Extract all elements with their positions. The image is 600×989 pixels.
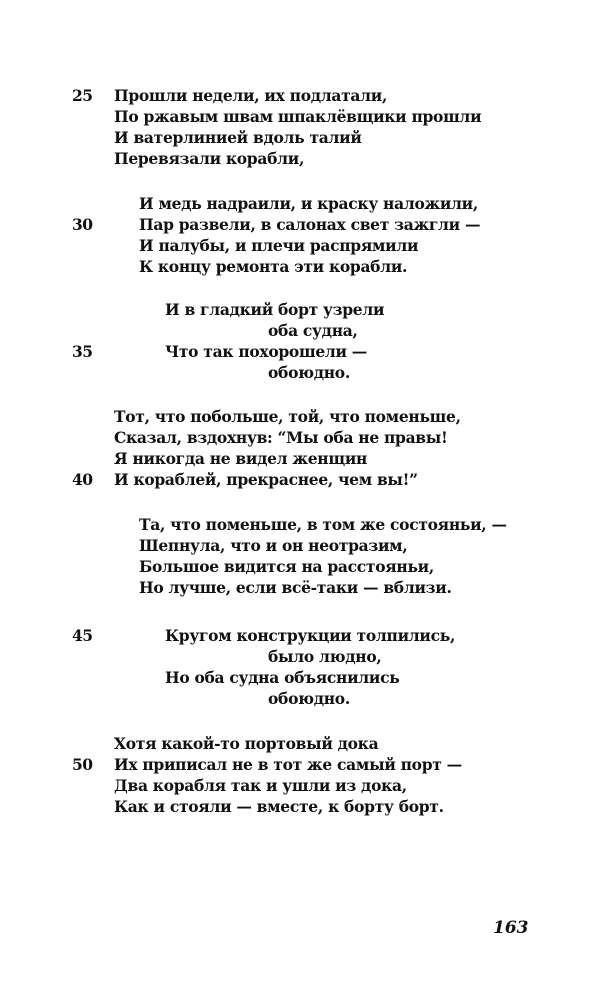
line-number: 50: [72, 755, 93, 774]
verse-line: И кораблей, прекраснее, чем вы!”: [114, 470, 418, 489]
verse-line: Но лучше, если всё-таки — вблизи.: [139, 578, 452, 597]
verse-line: Я никогда не видел женщин: [114, 449, 368, 468]
verse-line: Кругом конструкции толпились,: [165, 626, 456, 645]
verse-line: было людно,: [268, 647, 382, 666]
verse-line: Прошли недели, их подлатали,: [114, 86, 388, 105]
verse-line: обоюдно.: [268, 689, 350, 708]
verse-line: Сказал, вздохнув: “Мы оба не правы!: [114, 428, 448, 447]
verse-line: Пар развели, в салонах свет зажгли —: [139, 215, 481, 234]
page-number: 163: [493, 918, 529, 938]
verse-line: Шепнула, что и он неотразим,: [139, 536, 408, 555]
verse-line: Что так похорошели —: [165, 342, 368, 361]
verse-line: И ватерлинией вдоль талий: [114, 128, 362, 147]
verse-line: И в гладкий борт узрели: [165, 300, 385, 319]
verse-line: По ржавым швам шпаклёвщики прошли: [114, 107, 482, 126]
line-number: 25: [72, 86, 93, 105]
verse-line: Тот, что побольше, той, что поменьше,: [114, 407, 461, 426]
verse-line: Хотя какой-то портовый дока: [114, 734, 379, 753]
line-number: 30: [72, 215, 93, 234]
line-number: 45: [72, 626, 93, 645]
verse-line: К концу ремонта эти корабли.: [139, 257, 408, 276]
verse-line: И медь надраили, и краску наложили,: [139, 194, 478, 213]
verse-line: Перевязали корабли,: [114, 149, 305, 168]
verse-line: Большое видится на расстояньи,: [139, 557, 434, 576]
verse-line: Та, что поменьше, в том же состояньи, —: [139, 515, 507, 534]
verse-line: И палубы, и плечи распрямили: [139, 236, 419, 255]
verse-line: оба судна,: [268, 321, 358, 340]
verse-line: Два корабля так и ушли из дока,: [114, 776, 407, 795]
verse-line: Их приписал не в тот же самый порт —: [114, 755, 462, 774]
verse-line: обоюдно.: [268, 363, 350, 382]
line-number: 40: [72, 470, 93, 489]
verse-line: Но оба судна объяснились: [165, 668, 400, 687]
verse-line: Как и стояли — вместе, к борту борт.: [114, 797, 444, 816]
line-number: 35: [72, 342, 93, 361]
